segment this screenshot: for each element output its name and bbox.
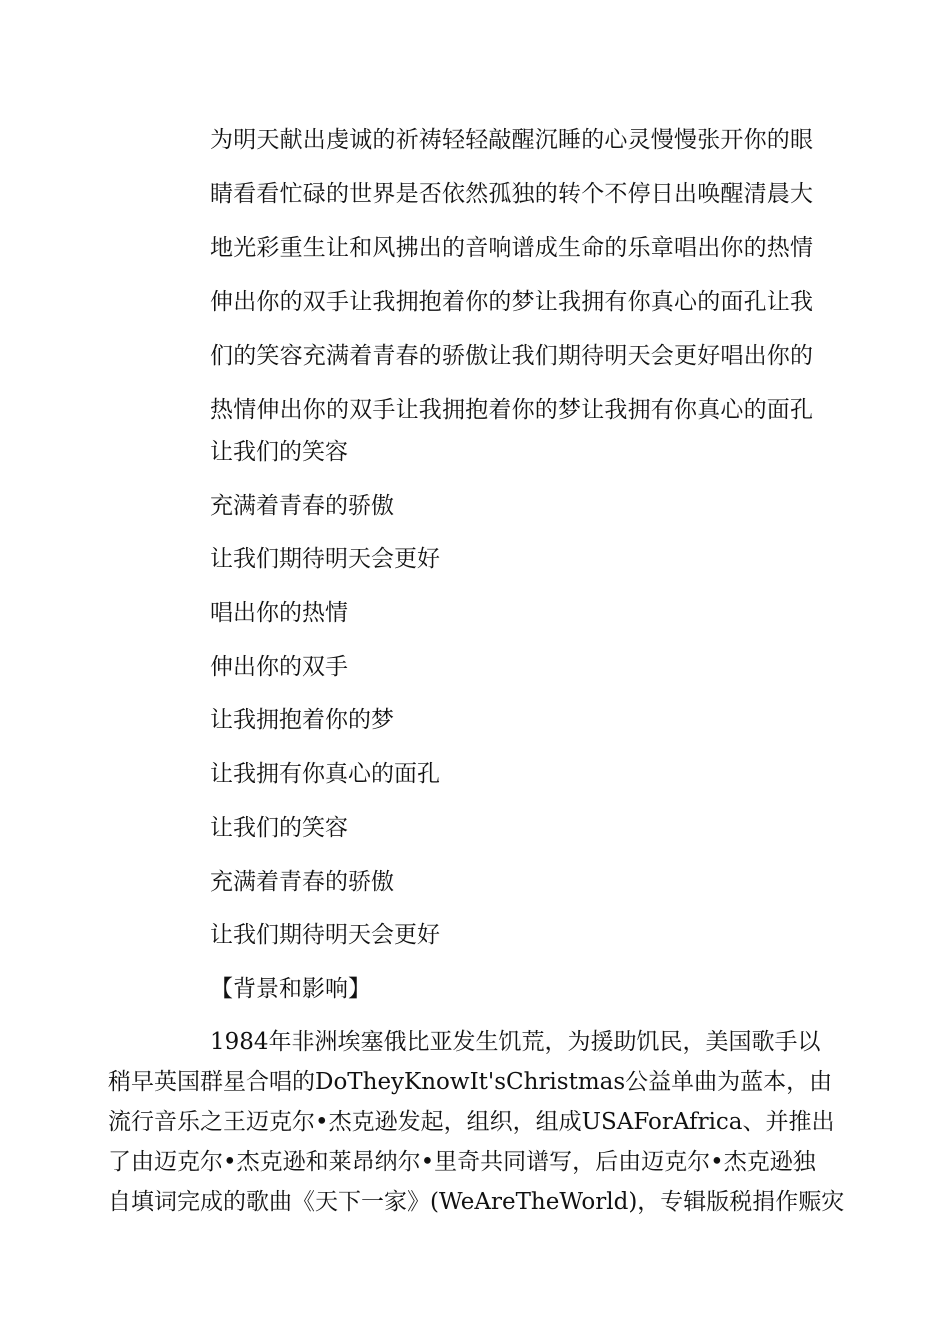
lyric-line: 让我拥有你真心的面孔 <box>210 761 440 788</box>
lyric-line: 让我拥抱着你的梦 <box>210 707 394 734</box>
lyric-line: 充满着青春的骄傲 <box>210 492 394 519</box>
background-paragraph <box>108 1022 845 1222</box>
paragraph-line: 们的笑容充满着青春的骄傲让我们期待明天会更好唱出你的 <box>210 343 814 369</box>
paragraph-line: 为明天献出虔诚的祈祷轻轻敲醒沉睡的心灵慢慢张开你的眼 <box>210 127 814 153</box>
section-heading: 【背景和影响】 <box>210 976 371 1002</box>
paragraph-line: 睛看看忙碌的世界是否依然孤独的转个不停日出唤醒清晨大 <box>210 181 814 207</box>
lyrics-list <box>210 426 440 963</box>
body-line: 自填词完成的歌曲《天下一家》(WeAreTheWorld)，专辑版税捐作赈灾 <box>108 1189 845 1215</box>
lyric-line: 让我们的笑容 <box>210 814 348 841</box>
lyrics-paragraph <box>210 113 830 437</box>
body-line: 了由迈克尔•杰克逊和莱昂纳尔•里奇共同谱写，后由迈克尔•杰克逊独 <box>108 1149 816 1175</box>
lyric-line: 唱出你的热情 <box>210 600 348 627</box>
lyric-line: 伸出你的双手 <box>210 653 348 680</box>
paragraph-line: 伸出你的双手让我拥抱着你的梦让我拥有你真心的面孔让我 <box>210 289 814 315</box>
body-line: 1984年非洲埃塞俄比亚发生饥荒，为援助饥民，美国歌手以 <box>210 1029 821 1055</box>
lyric-line: 让我们期待明天会更好 <box>210 546 440 573</box>
lyric-line: 充满着青春的骄傲 <box>210 868 394 895</box>
lyric-line: 让我们期待明天会更好 <box>210 922 440 949</box>
body-line: 稍早英国群星合唱的DoTheyKnowIt'sChristmas公益单曲为蓝本，由 <box>108 1069 833 1095</box>
lyric-line: 让我们的笑容 <box>210 439 348 465</box>
body-line: 流行音乐之王迈克尔•杰克逊发起，组织，组成USAForAfrica、并推出 <box>108 1109 835 1135</box>
paragraph-line: 地光彩重生让和风拂出的音响谱成生命的乐章唱出你的热情 <box>210 235 814 261</box>
paragraph-line: 热情伸出你的双手让我拥抱着你的梦让我拥有你真心的面孔 <box>210 397 814 423</box>
